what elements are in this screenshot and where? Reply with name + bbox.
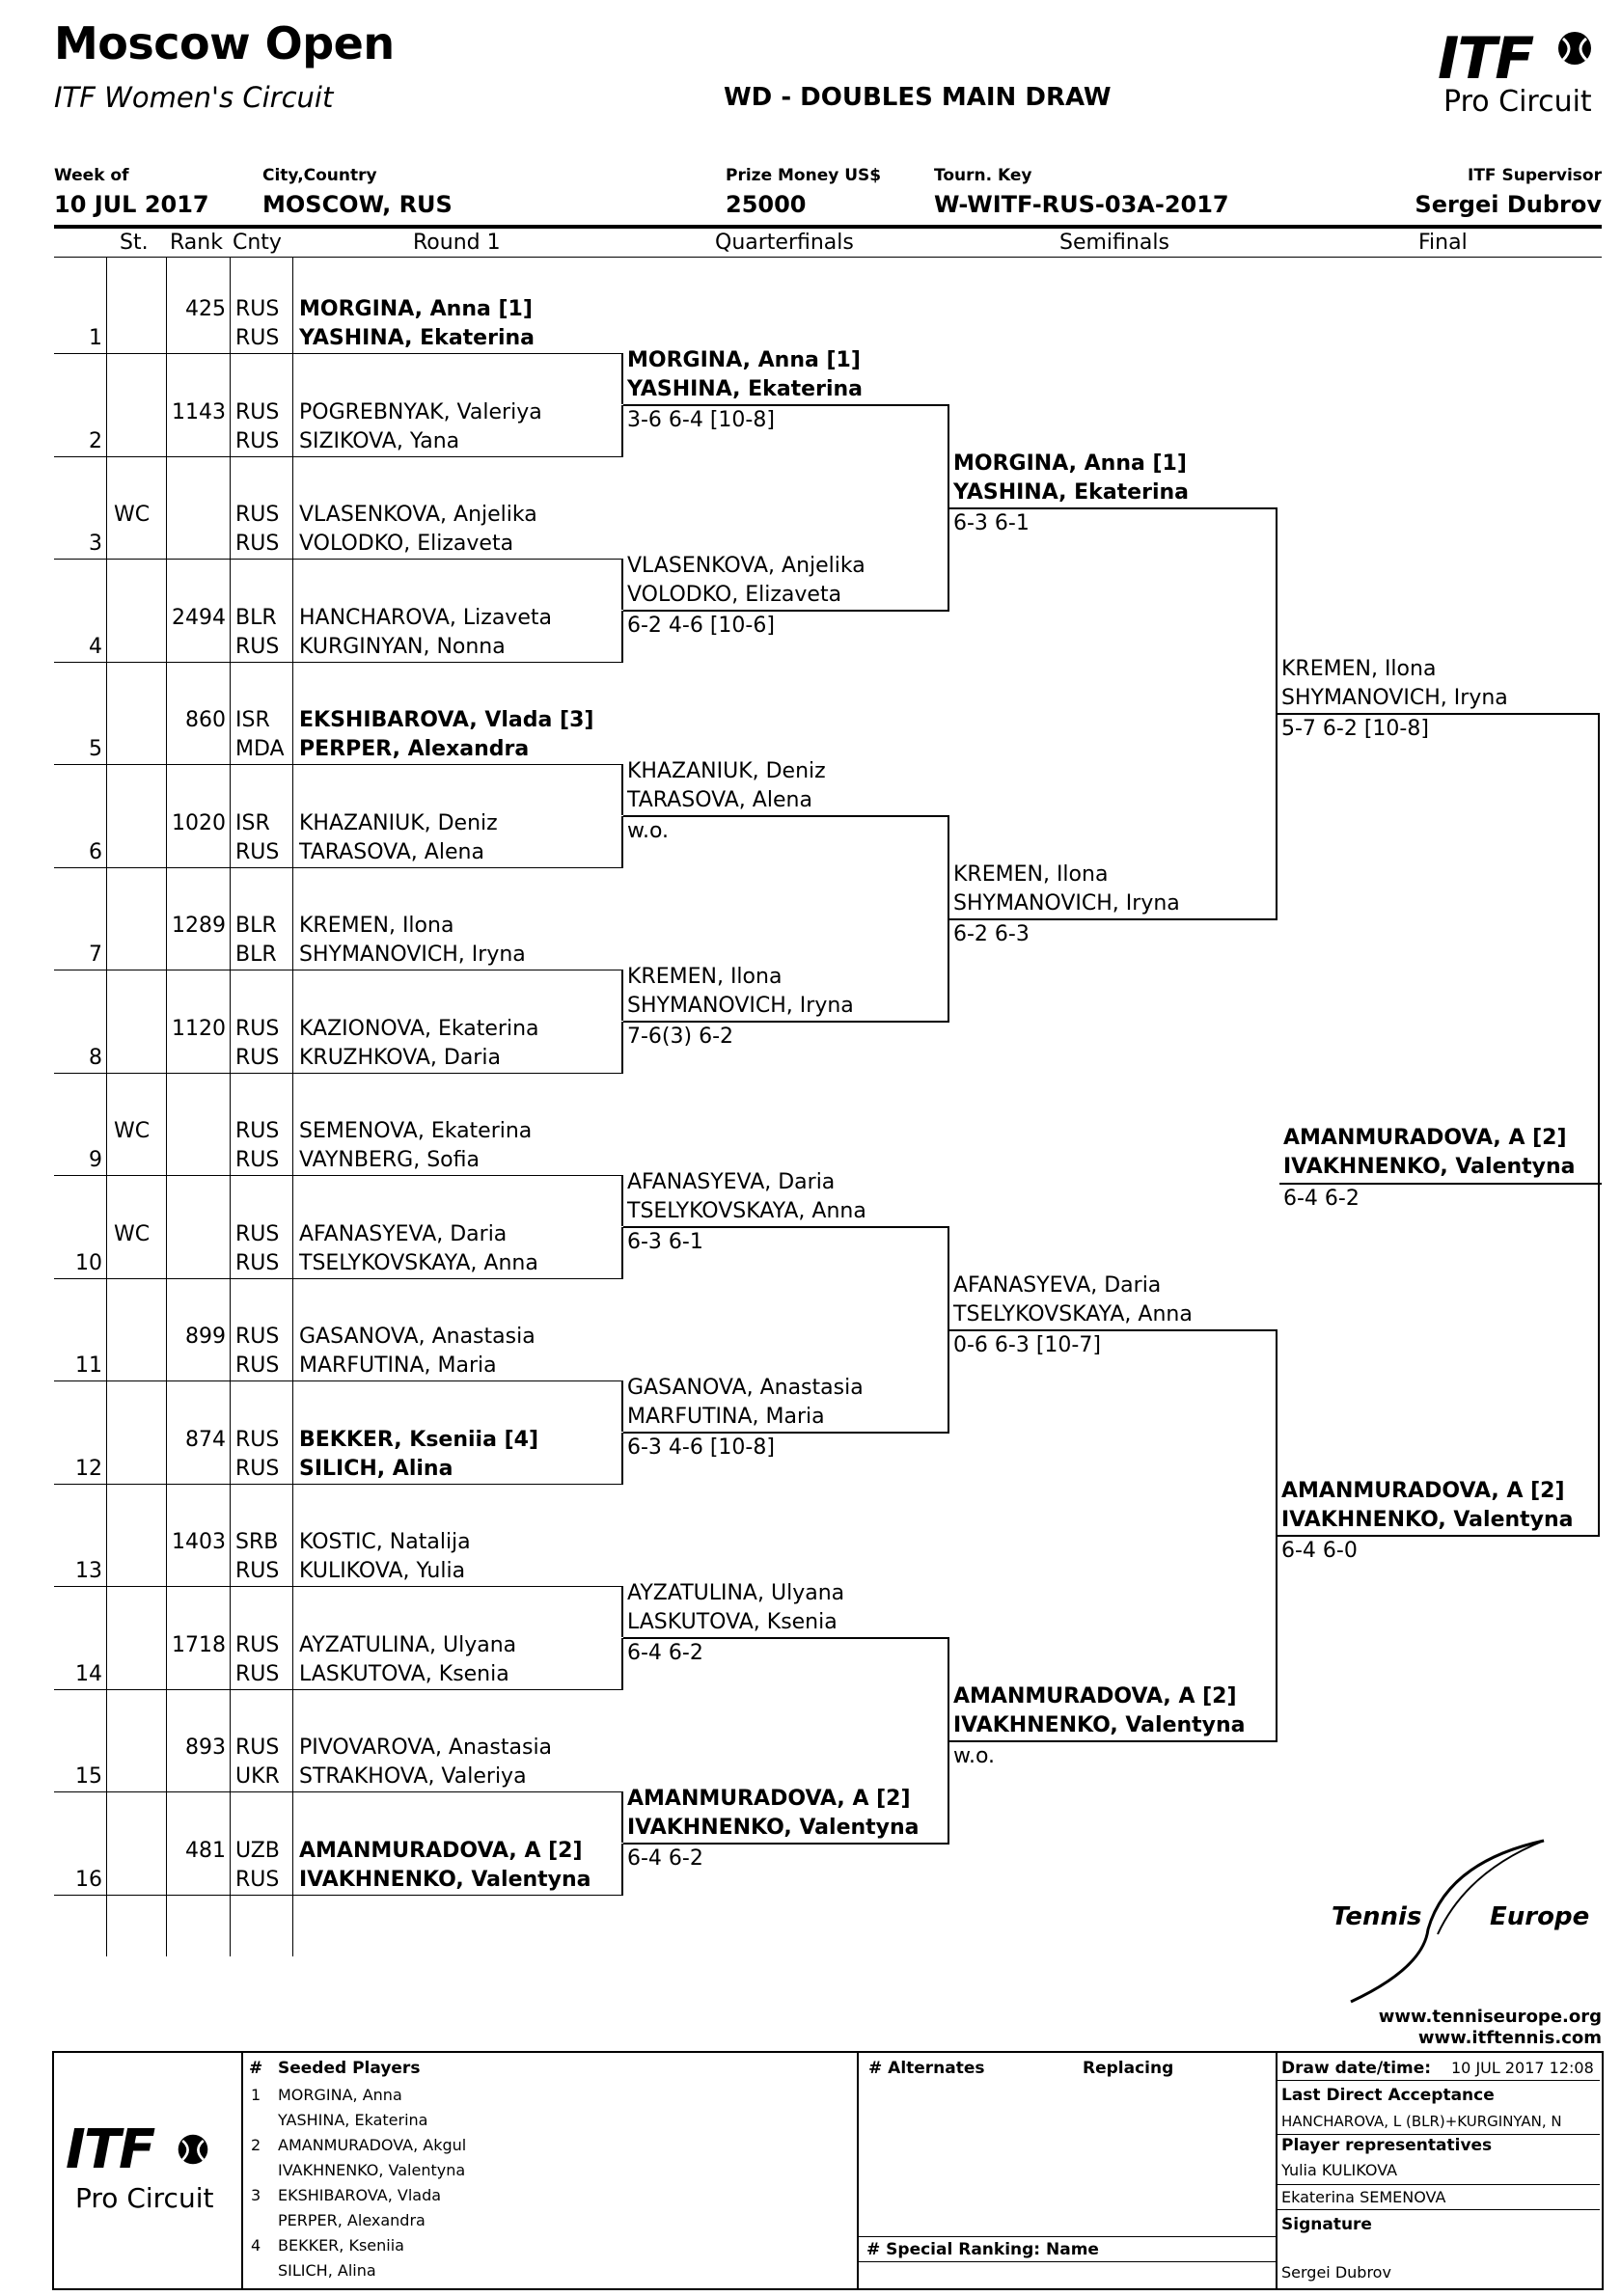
signature-label: Signature <box>1281 2215 1372 2234</box>
entry-country-2: RUS <box>235 532 280 556</box>
entry-line <box>54 1689 623 1690</box>
qf-score: 6-2 4-6 [10-6] <box>627 614 775 639</box>
col-sep-rank <box>230 257 231 1956</box>
seed-player-2: PERPER, Alexandra <box>278 2211 426 2229</box>
entry-rank: 899 <box>185 1325 226 1349</box>
final-connector <box>1598 713 1600 1124</box>
entry-player-2: STRAKHOVA, Valeriya <box>299 1764 527 1789</box>
entry-player-2: TARASOVA, Alena <box>299 839 484 864</box>
entry-connector <box>621 1844 623 1895</box>
qf-player-1: MORGINA, Anna [1] <box>627 348 861 373</box>
sf-score: 0-6 6-3 [10-7] <box>953 1332 1101 1357</box>
footer-sep-3 <box>1276 2051 1278 2288</box>
col-st: St. <box>120 231 149 255</box>
entry-rank: 893 <box>185 1736 226 1760</box>
qf-player-2: TARASOVA, Alena <box>627 788 812 813</box>
qf-connector <box>948 1637 949 1740</box>
sf-score: 6-3 6-1 <box>953 510 1030 535</box>
entry-player-2: VOLODKO, Elizaveta <box>299 532 514 556</box>
winner-score: 6-4 6-2 <box>1283 1187 1360 1211</box>
entry-line <box>54 1484 623 1485</box>
entry-player-1: KAZIONOVA, Ekaterina <box>299 1016 539 1041</box>
week-value: 10 JUL 2017 <box>54 191 209 218</box>
entry-connector <box>621 559 623 610</box>
entry-player-1: KHAZANIUK, Deniz <box>299 810 498 835</box>
qf-score: 7-6(3) 6-2 <box>627 1025 734 1050</box>
key-value: W-WITF-RUS-03A-2017 <box>934 191 1229 218</box>
col-rank: Rank <box>170 231 223 255</box>
col-header-rule <box>54 257 1602 258</box>
entry-country-2: RUS <box>235 1456 280 1481</box>
entry-connector <box>621 970 623 1021</box>
entry-player-2: SHYMANOVICH, Iryna <box>299 943 526 967</box>
special-ranking-title: # Special Ranking: Name <box>866 2240 1099 2259</box>
entry-connector <box>621 1433 623 1484</box>
entry-line <box>54 662 623 663</box>
seed-number: 2 <box>251 2136 261 2154</box>
entry-rank: 1020 <box>172 810 226 835</box>
city-label: City,Country <box>262 166 377 185</box>
special-ranking-rule-2 <box>857 2261 1276 2262</box>
entry-country-1: BLR <box>235 914 277 938</box>
entry-connector <box>621 764 623 815</box>
supervisor-label: ITF Supervisor <box>1468 166 1602 185</box>
entry-country-1: RUS <box>235 297 280 321</box>
entry-player-1: SEMENOVA, Ekaterina <box>299 1119 533 1143</box>
entry-player-1: GASANOVA, Anastasia <box>299 1325 536 1349</box>
draw-title: WD - DOUBLES MAIN DRAW <box>724 83 1112 112</box>
entry-player-2: LASKUTOVA, Ksenia <box>299 1661 509 1686</box>
sf-connector <box>1276 713 1278 918</box>
entry-player-2: KURGINYAN, Nonna <box>299 634 506 659</box>
rep-2: Ekaterina SEMENOVA <box>1281 2188 1446 2206</box>
entry-country-2: RUS <box>235 1661 280 1686</box>
seed-player-1: BEKKER, Kseniia <box>278 2236 404 2255</box>
tennis-ball-icon <box>1555 29 1594 68</box>
entry-rank: 1289 <box>172 914 226 938</box>
sf-score: 6-2 6-3 <box>953 921 1030 946</box>
entry-rank: 1143 <box>172 399 226 424</box>
draw-position-number: 10 <box>75 1250 102 1275</box>
col-final: Final <box>1418 231 1468 255</box>
draw-position-number: 7 <box>89 943 102 967</box>
lda-value: HANCHAROVA, L (BLR)+KURGINYAN, N <box>1281 2113 1562 2130</box>
entry-player-2: YASHINA, Ekaterina <box>299 326 535 350</box>
qf-connector <box>948 404 949 507</box>
footer-right-rule-2 <box>1276 2134 1600 2135</box>
entry-status: WC <box>114 503 151 527</box>
draw-position-number: 12 <box>75 1456 102 1481</box>
qf-player-2: YASHINA, Ekaterina <box>627 377 863 402</box>
entry-player-1: KOSTIC, Natalija <box>299 1530 471 1554</box>
col-round1: Round 1 <box>413 231 501 255</box>
entry-status: WC <box>114 1221 151 1246</box>
sf-player-2: YASHINA, Ekaterina <box>953 479 1189 505</box>
entry-line <box>54 764 623 765</box>
seed-player-1: EKSHIBAROVA, Vlada <box>278 2186 442 2204</box>
entry-player-1: POGREBNYAK, Valeriya <box>299 399 542 424</box>
sf-player-1: MORGINA, Anna [1] <box>953 451 1187 476</box>
qf-player-2: TSELYKOVSKAYA, Anna <box>627 1199 866 1224</box>
entry-line <box>54 1380 623 1381</box>
url-itftennis[interactable]: www.itftennis.com <box>1417 2028 1602 2048</box>
lda-label: Last Direct Acceptance <box>1281 2086 1495 2105</box>
week-label: Week of <box>54 166 129 185</box>
entry-country-2: RUS <box>235 1867 280 1892</box>
qf-player-1: GASANOVA, Anastasia <box>627 1376 864 1401</box>
entry-connector <box>621 611 623 662</box>
final-player-1: AMANMURADOVA, A [2] <box>1281 1478 1565 1503</box>
entry-line <box>54 1073 623 1074</box>
final-score: 5-7 6-2 [10-8] <box>1281 716 1429 741</box>
col-cnty: Cnty <box>233 231 282 255</box>
circuit-name: ITF Women's Circuit <box>54 81 334 114</box>
entry-player-2: KRUZHKOVA, Daria <box>299 1045 501 1070</box>
signature-value: Sergei Dubrov <box>1281 2263 1391 2282</box>
entry-player-1: AFANASYEVA, Daria <box>299 1221 508 1246</box>
col-sep-num <box>106 257 107 1956</box>
rep-1: Yulia KULIKOVA <box>1281 2161 1398 2179</box>
entry-player-1: VLASENKOVA, Anjelika <box>299 503 537 527</box>
seed-player-1: AMANMURADOVA, Akgul <box>278 2136 467 2154</box>
supervisor-value: Sergei Dubrov <box>1415 191 1602 218</box>
entry-connector <box>621 1791 623 1843</box>
entry-player-2: VAYNBERG, Sofia <box>299 1148 480 1172</box>
draw-position-number: 13 <box>75 1559 102 1583</box>
seed-player-1: MORGINA, Anna <box>278 2086 402 2104</box>
draw-position-number: 1 <box>89 326 102 350</box>
qf-player-1: AYZATULINA, Ulyana <box>627 1581 845 1606</box>
key-label: Tourn. Key <box>934 166 1032 185</box>
qf-connector <box>948 1329 949 1433</box>
sf-player-2: SHYMANOVICH, Iryna <box>953 890 1180 916</box>
qf-player-1: KHAZANIUK, Deniz <box>627 759 826 784</box>
draw-position-number: 3 <box>89 532 102 556</box>
qf-score: 3-6 6-4 [10-8] <box>627 408 775 433</box>
itf-logo-sub: Pro Circuit <box>1443 85 1592 119</box>
final-connector <box>1598 1124 1600 1535</box>
entry-country-2: RUS <box>235 839 280 864</box>
sf-connector <box>1276 1329 1278 1535</box>
entry-country-2: MDA <box>235 737 285 761</box>
footer-itf-logo-sub: Pro Circuit <box>75 2182 214 2214</box>
entry-rank: 860 <box>185 708 226 732</box>
qf-score: 6-3 4-6 [10-8] <box>627 1435 775 1461</box>
footer-itf-logo <box>62 2118 235 2225</box>
draw-position-number: 11 <box>75 1353 102 1378</box>
sf-player-2: IVAKHNENKO, Valentyna <box>953 1712 1246 1737</box>
qf-connector <box>948 1226 949 1329</box>
final-player-2: IVAKHNENKO, Valentyna <box>1281 1507 1574 1532</box>
entry-connector <box>621 1022 623 1073</box>
entry-line <box>54 1278 623 1279</box>
url-tenniseurope[interactable]: www.tenniseurope.org <box>1378 2007 1602 2027</box>
draw-position-number: 9 <box>89 1148 102 1172</box>
entry-connector <box>621 1638 623 1689</box>
entry-connector <box>621 1586 623 1637</box>
final-score: 6-4 6-0 <box>1281 1538 1358 1563</box>
entry-rank: 1120 <box>172 1016 226 1041</box>
qf-line <box>623 815 949 817</box>
qf-score: 6-4 6-2 <box>627 1846 703 1872</box>
seed-player-2: SILICH, Alina <box>278 2261 376 2280</box>
entry-country-2: RUS <box>235 1148 280 1172</box>
entry-line <box>54 456 623 457</box>
qf-connector <box>948 815 949 918</box>
tennis-europe-logo <box>1332 1833 1611 2007</box>
entry-player-2: IVAKHNENKO, Valentyna <box>299 1867 591 1892</box>
qf-score: 6-4 6-2 <box>627 1641 703 1666</box>
entry-line <box>54 1791 623 1792</box>
final-player-2: SHYMANOVICH, Iryna <box>1281 685 1508 710</box>
entry-connector <box>621 405 623 456</box>
winner-player-2: IVAKHNENKO, Valentyna <box>1283 1155 1576 1179</box>
qf-player-1: KREMEN, Ilona <box>627 965 783 990</box>
footer-right-rule-1 <box>1276 2080 1600 2081</box>
entry-player-2: PERPER, Alexandra <box>299 737 530 761</box>
footer-right-rule-4 <box>1276 2209 1600 2210</box>
col-semifinals: Semifinals <box>1059 231 1169 255</box>
sf-connector <box>1276 507 1278 713</box>
col-quarterfinals: Quarterfinals <box>715 231 854 255</box>
entry-player-1: AYZATULINA, Ulyana <box>299 1632 517 1657</box>
draw-date-label: Draw date/time: <box>1281 2059 1432 2078</box>
entry-connector <box>621 1175 623 1226</box>
entry-country-1: ISR <box>235 810 270 835</box>
entry-country-2: RUS <box>235 1559 280 1583</box>
entry-player-2: SIZIKOVA, Yana <box>299 428 460 453</box>
entry-player-1: MORGINA, Anna [1] <box>299 297 533 321</box>
entry-country-2: UKR <box>235 1764 280 1789</box>
entry-country-1: ISR <box>235 708 270 732</box>
qf-player-2: SHYMANOVICH, Iryna <box>627 994 854 1019</box>
entry-country-1: SRB <box>235 1530 279 1554</box>
qf-player-2: MARFUTINA, Maria <box>627 1405 825 1430</box>
entry-rank: 481 <box>185 1838 226 1863</box>
qf-connector <box>948 1740 949 1844</box>
entry-country-1: UZB <box>235 1838 280 1863</box>
entry-player-2: MARFUTINA, Maria <box>299 1353 497 1378</box>
header-rule-thick <box>54 225 1602 229</box>
footer-itf-logo-text: ITF <box>66 2118 154 2181</box>
final-player-1: KREMEN, Ilona <box>1281 656 1437 681</box>
sf-score: w.o. <box>953 1743 996 1768</box>
entry-rank: 2494 <box>172 605 226 630</box>
footer-right-rule-3 <box>1276 2184 1600 2185</box>
entry-rank: 874 <box>185 1427 226 1452</box>
qf-player-1: AFANASYEVA, Daria <box>627 1170 836 1195</box>
footer-tennis-ball-icon <box>176 2132 210 2167</box>
prize-value: 25000 <box>726 191 807 218</box>
alternates-title: # Alternates <box>868 2059 985 2078</box>
draw-position-number: 8 <box>89 1045 102 1070</box>
draw-position-number: 15 <box>75 1764 102 1789</box>
prize-label: Prize Money US$ <box>726 166 882 185</box>
seed-number: 3 <box>251 2186 261 2204</box>
seed-number: 4 <box>251 2236 261 2255</box>
qf-score: w.o. <box>627 819 670 844</box>
qf-player-1: VLASENKOVA, Anjelika <box>627 554 865 579</box>
draw-position-number: 14 <box>75 1661 102 1686</box>
entry-rank: 1403 <box>172 1530 226 1554</box>
sf-connector <box>1276 1535 1278 1740</box>
draw-position-number: 5 <box>89 737 102 761</box>
seeded-title: Seeded Players <box>278 2059 421 2078</box>
entry-country-2: RUS <box>235 1045 280 1070</box>
entry-country-1: RUS <box>235 1119 280 1143</box>
entry-country-2: RUS <box>235 428 280 453</box>
qf-connector <box>948 918 949 1022</box>
draw-position-number: 2 <box>89 428 102 453</box>
entry-country-2: RUS <box>235 634 280 659</box>
qf-player-2: VOLODKO, Elizaveta <box>627 583 842 608</box>
entry-country-1: RUS <box>235 1325 280 1349</box>
itf-logo-text: ITF <box>1438 25 1533 93</box>
qf-player-1: AMANMURADOVA, A [2] <box>627 1787 911 1812</box>
qf-player-2: IVAKHNENKO, Valentyna <box>627 1816 920 1841</box>
footer-sep-2 <box>857 2051 859 2288</box>
entry-line <box>54 1586 623 1587</box>
entry-country-1: RUS <box>235 1427 280 1452</box>
entry-line <box>54 1175 623 1176</box>
draw-position-number: 4 <box>89 634 102 659</box>
entry-line <box>54 1895 623 1896</box>
entry-country-2: RUS <box>235 1353 280 1378</box>
entry-line <box>54 867 623 868</box>
entry-line <box>54 353 623 354</box>
sf-player-1: AFANASYEVA, Daria <box>953 1272 1162 1298</box>
seed-player-2: YASHINA, Ekaterina <box>278 2111 428 2129</box>
entry-country-1: RUS <box>235 1632 280 1657</box>
special-ranking-rule <box>857 2236 1276 2237</box>
col-sep-st <box>166 257 167 1956</box>
entry-connector <box>621 1227 623 1278</box>
city-value: MOSCOW, RUS <box>262 191 453 218</box>
entry-player-2: KULIKOVA, Yulia <box>299 1559 466 1583</box>
entry-rank: 425 <box>185 297 226 321</box>
reps-label: Player representatives <box>1281 2136 1493 2155</box>
entry-country-2: RUS <box>235 1250 280 1275</box>
entry-player-1: HANCHAROVA, Lizaveta <box>299 605 552 630</box>
tennis-europe-left: Tennis <box>1332 1902 1422 1931</box>
draw-date-value: 10 JUL 2017 12:08 <box>1451 2059 1594 2077</box>
tennis-europe-right: Europe <box>1490 1902 1590 1931</box>
seed-player-2: IVAKHNENKO, Valentyna <box>278 2161 466 2179</box>
entry-country-1: RUS <box>235 1016 280 1041</box>
qf-score: 6-3 6-1 <box>627 1230 703 1255</box>
entry-country-1: RUS <box>235 399 280 424</box>
footer-sep-1 <box>241 2051 243 2288</box>
entry-player-1: KREMEN, Ilona <box>299 914 454 938</box>
winner-player-1: AMANMURADOVA, A [2] <box>1283 1126 1567 1150</box>
col-sep-cnty <box>292 257 293 1956</box>
entry-connector <box>621 353 623 404</box>
entry-status: WC <box>114 1119 151 1143</box>
entry-rank: 1718 <box>172 1632 226 1657</box>
sf-player-1: KREMEN, Ilona <box>953 861 1109 887</box>
qf-connector <box>948 507 949 611</box>
sf-line <box>949 1740 1278 1742</box>
entry-country-2: RUS <box>235 326 280 350</box>
entry-player-1: AMANMURADOVA, A [2] <box>299 1838 583 1863</box>
entry-country-1: BLR <box>235 605 277 630</box>
entry-country-1: RUS <box>235 1736 280 1760</box>
entry-country-2: BLR <box>235 943 277 967</box>
replacing-title: Replacing <box>1083 2059 1174 2078</box>
entry-player-2: SILICH, Alina <box>299 1456 453 1481</box>
entry-connector <box>621 816 623 867</box>
entry-line <box>54 559 623 560</box>
entry-country-1: RUS <box>235 503 280 527</box>
draw-position-number: 6 <box>89 839 102 864</box>
itf-logo <box>1428 15 1602 122</box>
seed-number: 1 <box>251 2086 261 2104</box>
sf-player-2: TSELYKOVSKAYA, Anna <box>953 1301 1193 1326</box>
draw-position-number: 16 <box>75 1867 102 1892</box>
sf-player-1: AMANMURADOVA, A [2] <box>953 1683 1237 1708</box>
entry-country-1: RUS <box>235 1221 280 1246</box>
entry-player-1: PIVOVAROVA, Anastasia <box>299 1736 553 1760</box>
tournament-name: Moscow Open <box>54 17 395 69</box>
entry-connector <box>621 1380 623 1432</box>
entry-player-1: EKSHIBAROVA, Vlada [3] <box>299 708 594 732</box>
entry-player-2: TSELYKOVSKAYA, Anna <box>299 1250 538 1275</box>
qf-player-2: LASKUTOVA, Ksenia <box>627 1610 838 1635</box>
seeded-hash: # <box>249 2059 263 2078</box>
entry-player-1: BEKKER, Kseniia [4] <box>299 1427 539 1452</box>
